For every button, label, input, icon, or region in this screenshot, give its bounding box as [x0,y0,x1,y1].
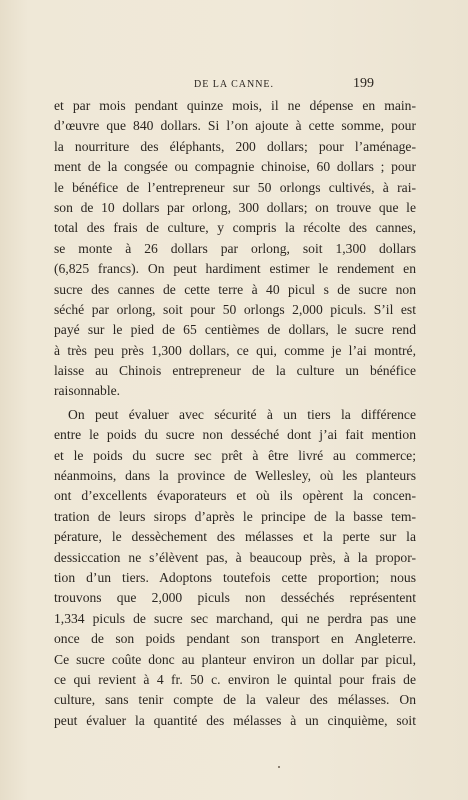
print-speck [278,766,280,768]
paragraph [54,96,416,402]
running-head [0,76,468,94]
text-line: et le poids du sucre sec prêt à être livré au commerce; [54,447,416,463]
paragraph [54,405,416,731]
text-line: tration de leurs sirops d’après le principe de la basse tem- [54,508,416,524]
text-line: et par mois pendant quinze mois, il ne dépense en main- [54,98,416,113]
text-line: Ce sucre coûte donc au planteur environ un dollar par picul, [54,651,416,667]
text-line: le bénéfice de l’entrepreneur sur 50 orlongs cultivés, à rai- [54,179,416,195]
text-line: (6,825 francs). On peut hardiment estimer le rendement en [54,261,416,277]
text-line: once de son poids pendant son transport en Angleterre. [54,631,416,647]
body-text [54,96,416,731]
text-line: son de 10 dollars par orlong, 300 dollars; on trouve que le [54,199,416,215]
text-line: la nourriture des éléphants, 200 dollars; pour l’aménage- [54,138,416,154]
text-line: ment de la congsée ou compagnie chinoise, 60 dollars ; pour [54,159,416,175]
text-line: pérature, le dessèchement des mélasses et la perte sur la [54,529,416,545]
running-title: DE LA CANNE. [193,79,275,90]
text-line: tion d’un tiers. Adoptons toutefois cette proportion; nous [54,569,416,585]
text-line: peut évaluer la quantité des mélasses à un cinquième, soit [54,712,416,728]
text-line: entre le poids du sucre non desséché dont j’ai fait mention [54,427,416,443]
text-line: trouvons que 2,000 piculs non desséchés représentent [54,590,416,606]
text-line: total des frais de culture, y compris la récolte des cannes, [54,220,416,236]
page-number: 199 [353,76,374,91]
text-line: payé sur le pied de 65 centièmes de dollars, le sucre rend [54,322,416,338]
text-line: ont d’excellents évaporateurs et où ils opèrent la concen- [54,488,416,504]
text-line: dessiccation ne s’élèvent pas, à beaucoup près, à la propor- [54,549,416,565]
text-line: néanmoins, dans la province de Wellesley, où les planteurs [54,468,416,484]
text-line: d’œuvre que 840 dollars. Si l’on ajoute à cette somme, pour [54,118,416,134]
text-line: se monte à 26 dollars par orlong, soit 1,300 dollars [54,240,416,256]
text-line: culture, sans tenir compte de la valeur des mélasses. On [54,692,416,708]
text-line: raisonnable. [54,383,121,399]
text-line: séché par orlong, soit pour 50 orlongs 2,000 piculs. S’il est [54,301,416,317]
text-line: On peut évaluer avec sécurité à un tiers la différence [68,406,416,422]
text-line: sucre des cannes de cette terre à 40 picul s de sucre non [54,281,416,297]
text-line: 1,334 piculs de sucre sec marchand, qui ne perdra pas une [54,610,416,626]
text-line: à très peu près 1,300 dollars, ce qui, comme je l’ai montré, [54,342,416,358]
text-line: laisse au Chinois entrepreneur de la culture un bénéfice [54,363,416,379]
text-line: ce qui revient à 4 fr. 50 c. environ le quintal pour frais de [54,671,416,687]
